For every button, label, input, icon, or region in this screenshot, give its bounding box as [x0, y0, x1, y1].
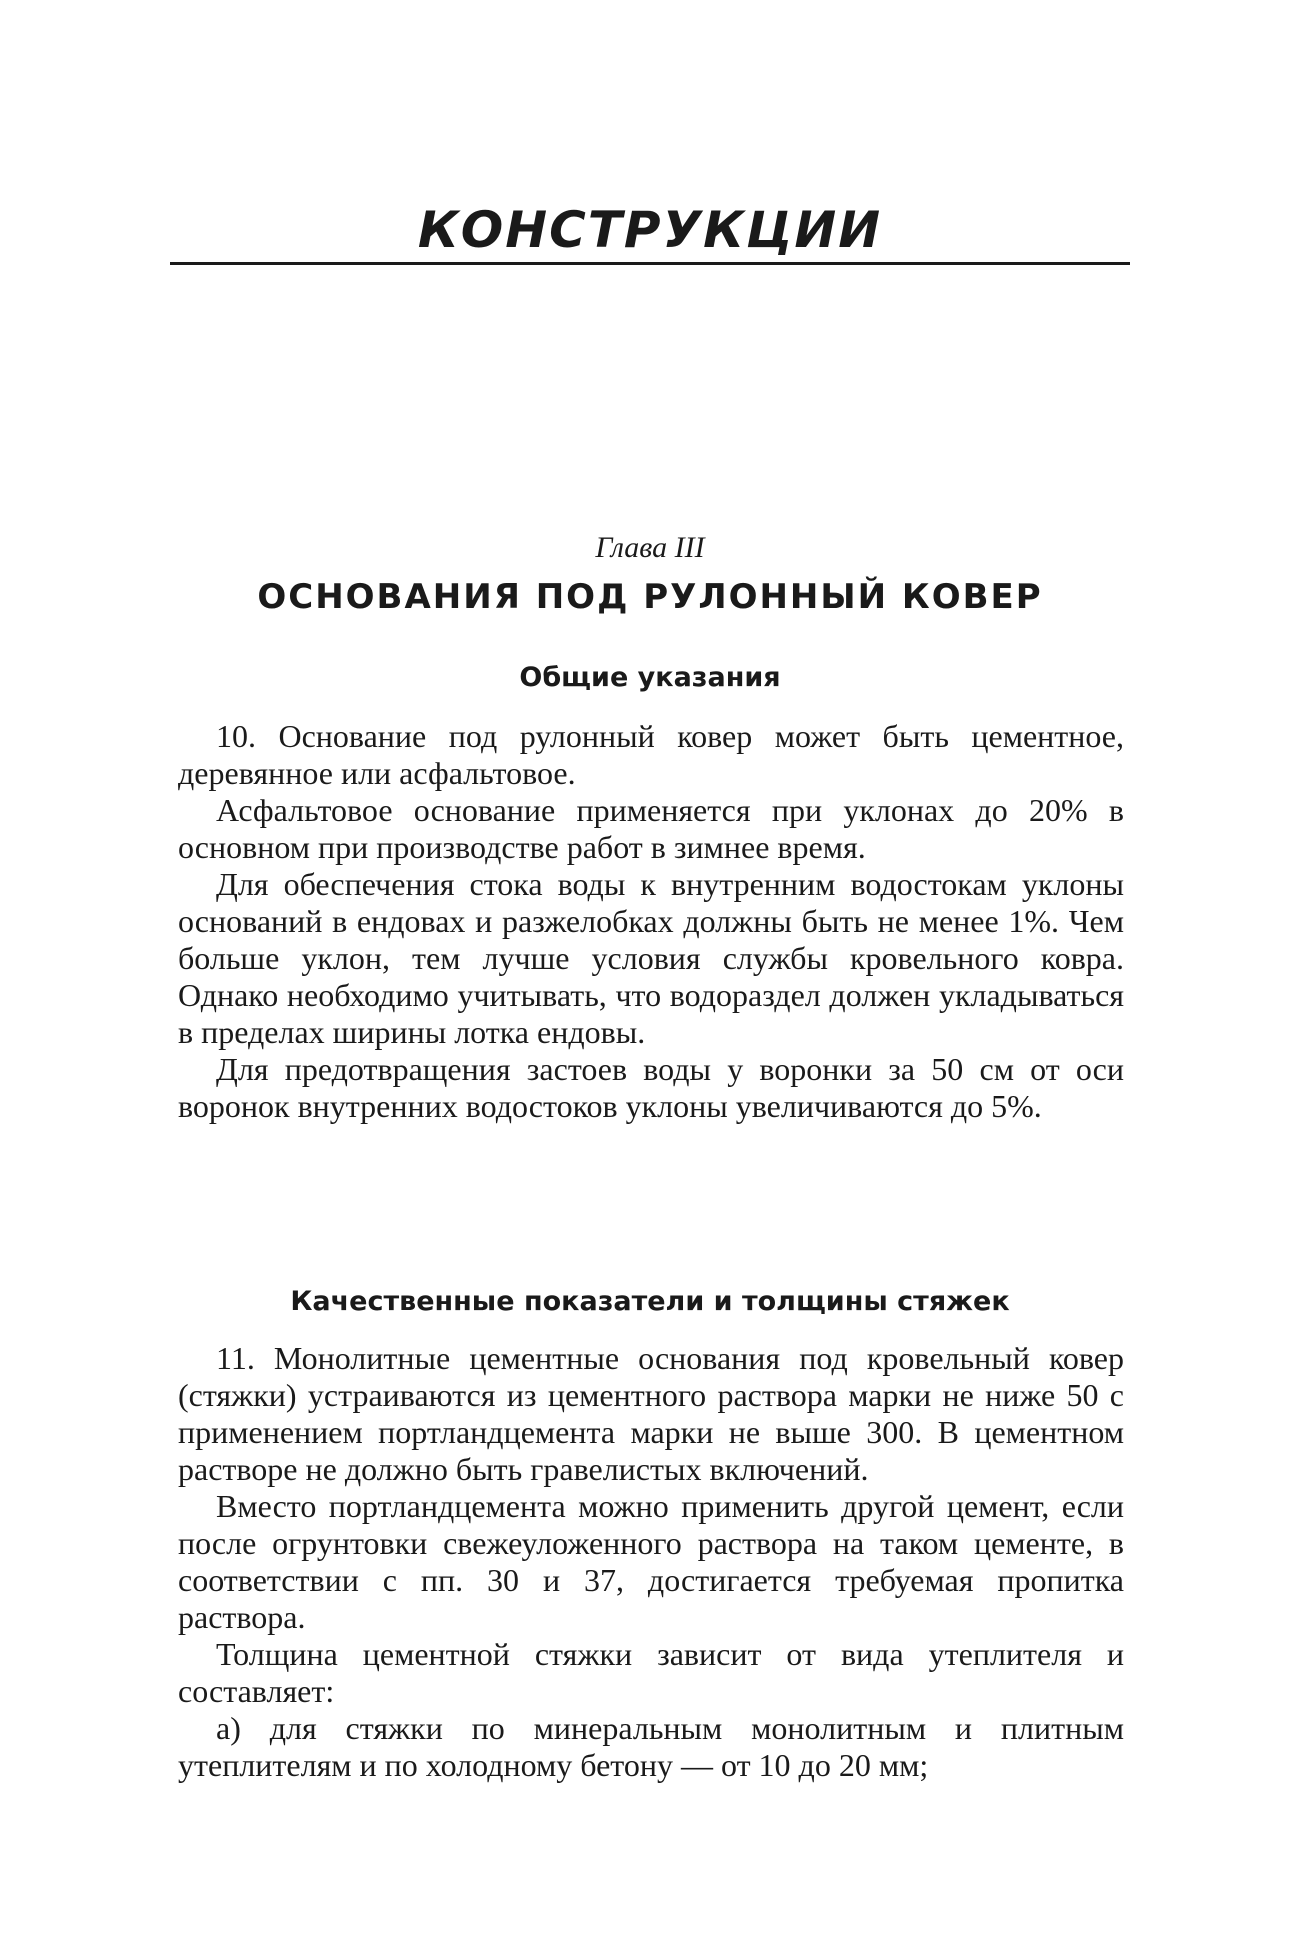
- part-title: КОНСТРУКЦИИ: [417, 201, 883, 259]
- paragraph-asphalt: Асфальтовое основание применяется при уклонах до 20% в основном при производстве работ в зимнее время.: [178, 792, 1124, 865]
- paragraph-10: 10. Основание под рулонный ковер может быть цементное, деревянное или асфальтовое.: [178, 718, 1124, 791]
- paragraph-11: 11. Монолитные цементные основания под кровельный ковер (стяжки) устраиваются из цементного раствора марки не ниже 50 с применением портландцемента марки не выше 300. В цементном растворе не должно быть гравелистых включений.: [178, 1340, 1124, 1487]
- paragraph-funnel: Для предотвращения застоев воды у воронки за 50 см от оси воронок внутренних водостоков уклоны увеличиваются до 5%.: [178, 1051, 1124, 1124]
- part-title-rule: [170, 262, 1130, 265]
- paragraph-thickness: Толщина цементной стяжки зависит от вида утеплителя и составляет:: [178, 1636, 1124, 1709]
- paragraph-cement-alternative: Вместо портландцемента можно применить другой цемент, если после огрунтовки свежеуложенного раствора на таком цементе, в соответствии с пп. 30 и 37, достигается требуемая пропитка раствора.: [178, 1488, 1124, 1635]
- chapter-label: Глава III: [595, 531, 705, 564]
- paragraph-item-a: а) для стяжки по минеральным монолитным и плитным утеплителям и по холодному бетону — от 10 до 20 мм;: [178, 1710, 1124, 1783]
- section-quality-body: [178, 1340, 1124, 1784]
- chapter-title: ОСНОВАНИЯ ПОД РУЛОННЫЙ КОВЕР: [257, 577, 1043, 617]
- section-title-quality: Качественные показатели и толщины стяжек: [290, 1286, 1010, 1317]
- section-general-body: [178, 718, 1124, 1125]
- section-title-general: Общие указания: [519, 662, 781, 693]
- paragraph-drainage: Для обеспечения стока воды к внутренним водостокам уклоны оснований в ендовах и разжелобках должны быть не менее 1%. Чем больше уклон, тем лучше условия службы кровельного ковра. Однако необходимо учитывать, что водораздел должен укладываться в пределах ширины лотка ендовы.: [178, 866, 1124, 1050]
